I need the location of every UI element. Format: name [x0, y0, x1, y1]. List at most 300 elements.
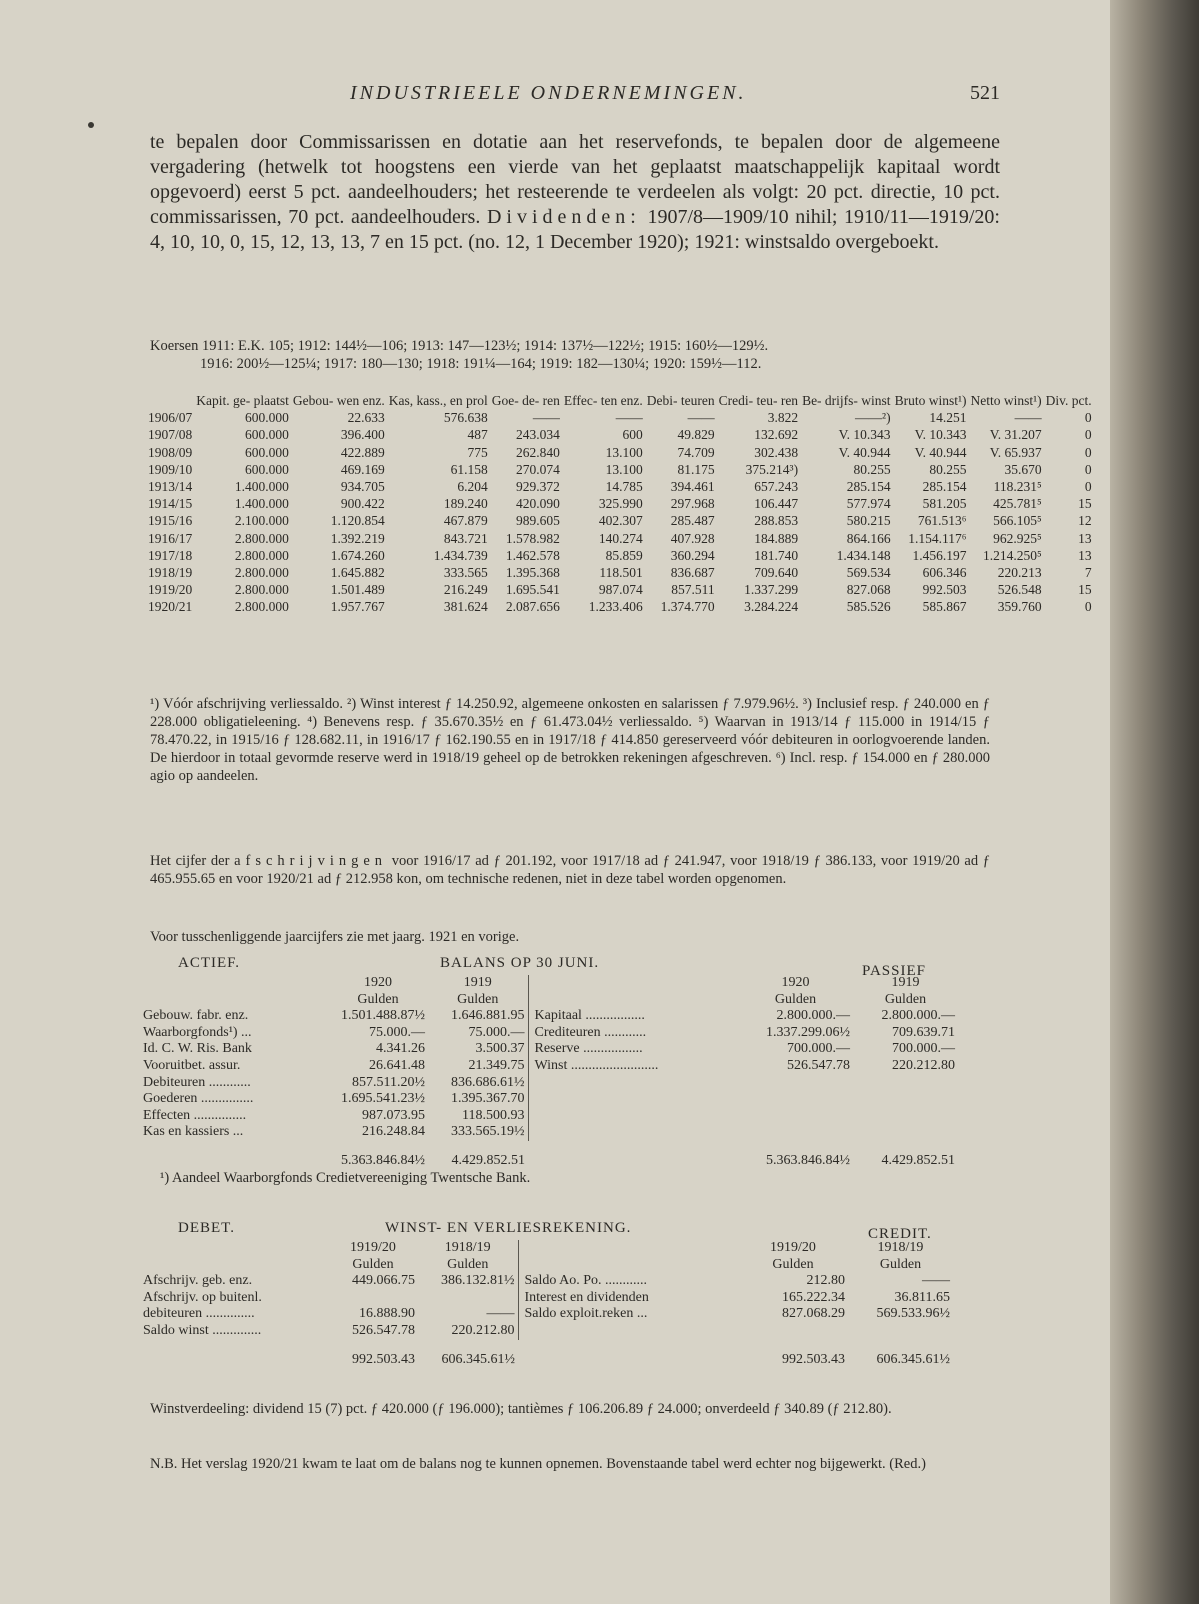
balans-years-row — [140, 975, 958, 992]
balans-gulden-a-right: Gulden — [774, 991, 817, 1007]
ledger-value: 216.248.84 — [362, 1124, 425, 1140]
ledger-label: Reserve ................. — [528, 1041, 738, 1058]
table-row — [146, 478, 1094, 495]
table-cell: 1.400.000 — [234, 479, 289, 495]
table-cell: 469.169 — [340, 461, 385, 477]
table-cell: 288.853 — [754, 513, 799, 529]
nb-paragraph — [150, 1455, 990, 1473]
table-cell: 864.166 — [846, 530, 891, 546]
table-cell: 375.214³) — [745, 461, 799, 477]
table-cell: 61.158 — [450, 461, 488, 477]
table-cell: 394.461 — [670, 479, 715, 495]
ledger-value — [328, 1290, 418, 1307]
nb-text: N.B. Het verslag 1920/21 kwam te laat om de balans nog te kunnen opnemen. Bovenstaande tabel werd echter nog bijgewerkt. (Red.) — [150, 1456, 926, 1472]
ledger-value: 165.222.34 — [782, 1289, 845, 1305]
winst-table — [140, 1240, 953, 1368]
table-header-row — [146, 392, 1094, 409]
table-cell: 606.346 — [922, 565, 967, 581]
table-cell: 285.154 — [922, 479, 967, 495]
ledger-row — [140, 1108, 958, 1125]
table-cell: 0 — [1084, 479, 1092, 495]
koersen-line-1: Koersen 1911: E.K. 105; 1912: 144½—106; 1913: 147—123½; 1914: 137½—122½; 1915: 160½—129½. — [150, 338, 769, 354]
tusschen-text: Voor tusschenliggende jaarcijfers zie met jaarg. 1921 en vorige. — [150, 929, 520, 945]
table-cell: 132.692 — [754, 427, 799, 443]
ledger-value: 987.073.95 — [362, 1107, 425, 1123]
ledger-label: Afschrijv. geb. enz. — [143, 1273, 253, 1289]
table-cell: 600.000 — [245, 427, 289, 443]
table-cell: 843.721 — [443, 530, 488, 546]
ledger-value: 4.341.26 — [376, 1041, 425, 1057]
table-row — [146, 426, 1094, 443]
ledger-label: Winst ......................... — [528, 1058, 738, 1075]
table-cell: 467.879 — [443, 513, 488, 529]
table-cell: 989.605 — [516, 513, 560, 529]
table-cell: 396.400 — [340, 427, 385, 443]
table-cell: 81.175 — [677, 461, 715, 477]
winst-gulden-b-right: Gulden — [879, 1256, 922, 1272]
column-header: Div. pct. — [1045, 393, 1092, 408]
table-cell: 2.800.000 — [234, 582, 289, 598]
ledger-value: 827.068.29 — [782, 1306, 845, 1322]
ledger-empty — [853, 1108, 958, 1125]
ledger-value: 1.501.488.87½ — [341, 1008, 425, 1024]
table-cell: 566.105⁵ — [993, 513, 1042, 529]
table-cell: 420.090 — [516, 496, 560, 512]
koersen-block — [150, 337, 1000, 373]
table-cell: 13.100 — [605, 444, 643, 460]
table-cell: 381.624 — [443, 599, 488, 615]
table-cell: 600 — [622, 427, 643, 443]
ledger-label: Saldo Ao. Po. ............ — [518, 1273, 738, 1290]
book-binding — [1110, 0, 1199, 1604]
column-header: Debi- teuren — [646, 393, 715, 408]
table-cell: 2.800.000 — [234, 530, 289, 546]
table-cell: 13 — [1078, 530, 1092, 546]
table-cell: 1.578.982 — [505, 530, 560, 546]
intro-text-1: te bepalen door Commissarissen en dotatie aan het reservefonds, te bepalen door de algemeene vergadering (hetwelk tot hoogstens een vierde van het geplaatst maatschappelijk kapitaal wordt opgevoerd) eerst 5 pct. aandeelhouders; het resteerende te verdeelen als volgt: 20 pct. directie, 10 pct. commissarissen, 70 pct. aandeelhouders. — [150, 131, 1000, 228]
table-body — [146, 409, 1094, 615]
page-header — [150, 82, 1000, 106]
balans-footnote: ¹) Aandeel Waarborgfonds Credietvereeniging Twentsche Bank. — [160, 1169, 531, 1186]
balans-total-right-a: 5.363.846.84½ — [766, 1152, 850, 1168]
ledger-value: 1.695.541.23½ — [341, 1091, 425, 1107]
ledger-label: Id. C. W. Ris. Bank — [143, 1041, 252, 1057]
intro-text-2: 1907/8—1909/10 nihil; 1910/11—1919/20: 4, 10, 10, 0, 15, 12, 13, 13, 7 en 15 pct. (no. 12, 1 December 1920); 1921: winstsaldo overgeboekt. — [150, 206, 1000, 253]
table-cell: 487 — [467, 427, 488, 443]
table-cell: 3.822 — [767, 410, 799, 426]
column-header: Bruto winst¹) — [894, 393, 967, 408]
winst-body — [140, 1273, 953, 1339]
table-cell: 243.034 — [516, 427, 560, 443]
table-row — [146, 409, 1094, 426]
ledger-label: Waarborgfonds¹) ... — [143, 1024, 252, 1040]
afschrijvingen-text-2: voor 1916/17 ad ƒ 201.192, voor 1917/18 ad ƒ 241.947, voor 1918/19 ƒ 386.133, voor 1919/20 ad ƒ 465.955.65 en voor 1920/21 ad ƒ 212.958 kon, om technische redenen, niet in deze tabel worden opgenomen. — [150, 853, 991, 887]
balans-total-left-a: 5.363.846.84½ — [341, 1152, 425, 1168]
ledger-value: 700.000.— — [787, 1041, 850, 1057]
balans-gulden-b-right: Gulden — [884, 991, 927, 1007]
table-cell: 297.968 — [670, 496, 715, 512]
table-cell: 1.214.250⁵ — [982, 547, 1042, 563]
table-cell: 0 — [1084, 427, 1092, 443]
table-cell: 74.709 — [677, 444, 715, 460]
ledger-value: 709.639.71 — [892, 1024, 955, 1040]
table-cell: V. 65.937 — [989, 444, 1042, 460]
winst-gulden-a: Gulden — [352, 1256, 394, 1272]
table-cell: 325.990 — [598, 496, 643, 512]
table-cell: 14.785 — [605, 479, 643, 495]
actief-title: ACTIEF. — [178, 955, 241, 971]
balans-year-a: 1920 — [364, 975, 392, 990]
table-cell: 3.284.224 — [744, 599, 799, 615]
tusschen-paragraph — [150, 928, 990, 946]
financial-table — [146, 392, 1094, 616]
ledger-value: 2.800.000.— — [776, 1008, 850, 1024]
ledger-value: 857.511.20½ — [352, 1074, 425, 1090]
ledger-value: 1.646.881.95 — [451, 1008, 525, 1024]
table-cell: 600.000 — [245, 444, 289, 460]
table-cell: 2.087.656 — [505, 599, 560, 615]
table-cell: 600.000 — [245, 461, 289, 477]
table-cell: 285.154 — [846, 479, 891, 495]
table-cell: —— — [687, 410, 715, 426]
row-year: 1915/16 — [148, 513, 193, 529]
table-cell: 987.074 — [598, 582, 643, 598]
table-cell: 360.294 — [670, 547, 715, 563]
table-cell: 1.400.000 — [234, 496, 289, 512]
table-row — [146, 530, 1094, 547]
ledger-label: Vooruitbet. assur. — [143, 1057, 241, 1073]
table-cell: —— — [1014, 410, 1042, 426]
table-cell: 0 — [1084, 410, 1092, 426]
table-cell: 1.434.739 — [433, 547, 488, 563]
winst-total-right-a: 992.503.43 — [782, 1351, 845, 1367]
table-cell: 13.100 — [605, 461, 643, 477]
table-cell: 216.249 — [443, 582, 488, 598]
row-year: 1919/20 — [148, 582, 193, 598]
ledger-value: —— — [922, 1273, 950, 1289]
table-cell: 189.240 — [443, 496, 488, 512]
ledger-value: 16.888.90 — [359, 1306, 415, 1322]
column-header: Goe- de- ren — [491, 393, 560, 408]
ledger-label: Afschrijv. op buitenl. — [143, 1289, 262, 1305]
table-row — [146, 564, 1094, 581]
winst-year-a: 1919/20 — [350, 1240, 396, 1255]
balans-header — [140, 955, 1010, 979]
table-cell: 836.687 — [670, 565, 715, 581]
table-cell: 962.925⁵ — [993, 530, 1042, 546]
table-cell: 12 — [1078, 513, 1092, 529]
ledger-empty — [853, 1091, 958, 1108]
dividenden-label: Dividenden: — [486, 206, 641, 228]
winst-totals-row — [140, 1340, 953, 1369]
table-cell: 422.889 — [340, 444, 385, 460]
winst-year-b: 1918/19 — [444, 1240, 491, 1255]
table-cell: V. 31.207 — [989, 427, 1042, 443]
ledger-value: 36.811.65 — [894, 1289, 950, 1305]
ledger-label: Effecten ............... — [143, 1107, 247, 1123]
ledger-value: 526.547.78 — [787, 1057, 850, 1073]
winst-gulden-row — [140, 1257, 953, 1274]
table-cell: 1.501.489 — [330, 582, 385, 598]
table-cell: 6.204 — [457, 479, 488, 495]
ledger-row — [140, 1025, 958, 1042]
table-cell: 576.638 — [443, 410, 488, 426]
row-year: 1916/17 — [148, 530, 193, 546]
table-cell: 526.548 — [997, 582, 1042, 598]
table-cell: 1.337.299 — [744, 582, 799, 598]
winst-title: WINST- EN VERLIESREKENING. — [385, 1220, 632, 1236]
balans-total-right-b: 4.429.852.51 — [881, 1152, 955, 1168]
balans-gulden-row — [140, 992, 958, 1009]
ledger-label: Goederen ............... — [143, 1091, 254, 1107]
ledger-empty — [518, 1323, 738, 1340]
table-cell: 1.233.406 — [588, 599, 643, 615]
ledger-empty — [738, 1323, 848, 1340]
koersen-line-2: 1916: 200½—125¼; 1917: 180—130; 1918: 191¼—164; 1919: 182—130¼; 1920: 159½—112. — [200, 356, 762, 372]
ledger-label: Kapitaal ................. — [528, 1008, 738, 1025]
row-year: 1913/14 — [148, 479, 193, 495]
ledger-value: 3.500.37 — [475, 1041, 525, 1057]
column-header: Gebou- wen enz. — [292, 393, 385, 408]
ledger-value: 220.212.80 — [451, 1322, 515, 1338]
table-cell: 15 — [1078, 496, 1092, 512]
table-cell: 0 — [1084, 444, 1092, 460]
column-header: Credi- teu- ren — [718, 393, 799, 408]
ledger-value: 2.800.000.— — [881, 1008, 955, 1024]
ledger-value: 526.547.78 — [352, 1322, 415, 1338]
ledger-row — [140, 1058, 958, 1075]
table-cell: 657.243 — [754, 479, 799, 495]
winst-year-a-right: 1919/20 — [770, 1240, 816, 1255]
winst-total-right-b: 606.345.61½ — [876, 1351, 950, 1367]
winst-total-left-b: 606.345.61½ — [441, 1351, 515, 1367]
ledger-value: 333.565.19½ — [451, 1124, 525, 1140]
balans-title: BALANS OP 30 JUNI. — [440, 955, 600, 971]
ledger-row — [140, 1124, 958, 1141]
balans-year-b-right: 1919 — [891, 975, 920, 990]
balans-gulden-a: Gulden — [357, 991, 399, 1007]
table-cell: V. 10.343 — [914, 427, 967, 443]
winst-year-b-right: 1918/19 — [877, 1240, 924, 1255]
table-row — [146, 495, 1094, 512]
page-number: 521 — [970, 82, 1000, 104]
table-row — [146, 444, 1094, 461]
table-cell: 1.395.368 — [505, 565, 560, 581]
row-year: 1908/09 — [148, 444, 193, 460]
table-cell: 285.487 — [670, 513, 715, 529]
balans-year-a-right: 1920 — [781, 975, 810, 990]
table-cell: 580.215 — [846, 513, 891, 529]
table-cell: 333.565 — [443, 565, 488, 581]
winstverdeeling-text: Winstverdeeling: dividend 15 (7) pct. ƒ 420.000 (ƒ 196.000); tantièmes ƒ 106.206.89 ƒ 24.000; onverdeeld ƒ 340.89 (ƒ 212.80). — [150, 1401, 892, 1417]
table-row — [146, 547, 1094, 564]
ledger-row — [140, 1008, 958, 1025]
table-cell: 49.829 — [677, 427, 715, 443]
table-cell: 118.501 — [599, 565, 643, 581]
table-cell: 140.274 — [598, 530, 643, 546]
table-cell: 1.674.260 — [330, 547, 385, 563]
table-cell: —— — [532, 410, 560, 426]
table-cell: V. 40.944 — [914, 444, 967, 460]
table-cell: 709.640 — [754, 565, 799, 581]
ledger-empty — [853, 1124, 958, 1141]
ledger-value: 1.337.299.06½ — [766, 1024, 850, 1040]
ledger-empty — [853, 1075, 958, 1092]
table-cell: 577.974 — [846, 496, 891, 512]
table-cell: 14.251 — [929, 410, 967, 426]
ledger-value: 212.80 — [806, 1273, 845, 1289]
ledger-value: 836.686.61½ — [451, 1074, 525, 1090]
afschrijvingen-spaced: afschrijvingen — [234, 853, 388, 869]
column-header: Be- drijfs- winst — [802, 393, 891, 408]
running-title: INDUSTRIEELE ONDERNEMINGEN. — [350, 82, 747, 104]
table-cell: 1.456.197 — [912, 547, 967, 563]
ledger-value: 75.000.— — [369, 1024, 425, 1040]
winst-years-row — [140, 1240, 953, 1257]
table-cell: 2.800.000 — [234, 565, 289, 581]
table-cell: 262.840 — [516, 444, 560, 460]
ledger-label: Saldo winst .............. — [143, 1322, 262, 1338]
column-header: Netto winst¹) — [970, 393, 1042, 408]
ledger-label: Gebouw. fabr. enz. — [143, 1008, 249, 1024]
table-cell: 7 — [1084, 565, 1092, 581]
ledger-value: 569.533.96½ — [876, 1306, 950, 1322]
ledger-row — [140, 1323, 953, 1340]
table-cell: 1.392.219 — [330, 530, 385, 546]
ledger-row — [140, 1091, 958, 1108]
table-cell: 13 — [1078, 547, 1092, 563]
winst-header — [140, 1220, 1010, 1240]
ledger-value: 386.132.81½ — [441, 1273, 515, 1289]
table-cell: ——²) — [855, 410, 891, 426]
table-cell: 585.526 — [846, 599, 891, 615]
table-cell: V. 10.343 — [838, 427, 891, 443]
winstverdeeling-paragraph — [150, 1400, 990, 1418]
row-year: 1906/07 — [148, 410, 193, 426]
ledger-empty — [528, 1091, 738, 1108]
table-cell: 934.705 — [340, 479, 385, 495]
column-header — [146, 392, 194, 409]
ledger-value: 118.500.93 — [462, 1107, 525, 1123]
table-row — [146, 598, 1094, 615]
balans-section — [140, 955, 1010, 1186]
ledger-empty — [738, 1124, 853, 1141]
table-cell: 1.120.854 — [330, 513, 385, 529]
table-cell: 402.307 — [598, 513, 643, 529]
winst-total-left-a: 992.503.43 — [352, 1351, 415, 1367]
ledger-value: —— — [486, 1306, 515, 1322]
ledger-label: Debiteuren ............ — [143, 1074, 251, 1090]
ledger-value: 21.349.75 — [468, 1057, 525, 1073]
footnotes-text: ¹) Vóór afschrijving verliessaldo. ²) Winst interest ƒ 14.250.92, algemeene onkosten en salarissen ƒ 7.979.96½. ³) Inclusief resp. ƒ 240.000 en ƒ 228.000 obligatieleening. ⁴) Benevens resp. ƒ 35.670.35½ en ƒ 61.473.04½ verliessaldo. ⁵) Waarvan in 1913/14 ƒ 115.000 in 1914/15 ƒ 78.470.22, in 1915/16 ƒ 128.682.11, in 1916/17 ƒ 162.190.55 en in 1917/18 ƒ 414.850 gereserveerd vóór debiteuren in oorlogvoerende landen. De hierdoor in totaal gevormde reserve werd in 1918/19 geheel op de betrokken rekeningen afgeschreven. ⁶) Incl. resp. ƒ 154.000 en ƒ 280.000 agio op aandeelen. — [150, 696, 990, 784]
ledger-row — [140, 1075, 958, 1092]
ledger-label: Interest en dividenden — [518, 1290, 738, 1307]
table-cell: —— — [615, 410, 643, 426]
ledger-empty — [528, 1124, 738, 1141]
balans-table — [140, 975, 958, 1170]
table-cell: 184.889 — [754, 530, 799, 546]
table-cell: 220.213 — [997, 565, 1042, 581]
table-cell: 1.695.541 — [505, 582, 560, 598]
ledger-label: Crediteuren ............ — [528, 1025, 738, 1042]
table-row — [146, 581, 1094, 598]
table-cell: 0 — [1084, 461, 1092, 477]
table-cell: 929.372 — [516, 479, 560, 495]
table-cell: 118.231⁵ — [993, 479, 1042, 495]
ledger-empty — [848, 1323, 953, 1340]
table-cell: 85.859 — [605, 547, 643, 563]
winst-section — [140, 1220, 1010, 1368]
balans-total-left-b: 4.429.852.51 — [451, 1152, 525, 1168]
table-cell: 581.205 — [922, 496, 967, 512]
debet-title: DEBET. — [178, 1220, 235, 1236]
ledger-empty — [738, 1108, 853, 1125]
table-cell: 1.434.148 — [836, 547, 891, 563]
row-year: 1907/08 — [148, 427, 193, 443]
table-cell: 600.000 — [245, 410, 289, 426]
table-cell: 0 — [1084, 599, 1092, 615]
ledger-value: 26.641.48 — [369, 1057, 425, 1073]
footnotes — [150, 695, 990, 785]
table-cell: 2.800.000 — [234, 547, 289, 563]
ledger-row — [140, 1306, 953, 1323]
table-cell: 1.462.578 — [505, 547, 560, 563]
margin-dot — [88, 122, 94, 128]
table-cell: 1.154.117⁶ — [908, 530, 967, 546]
ledger-value: 700.000.— — [892, 1041, 955, 1057]
table-cell: 827.068 — [846, 582, 891, 598]
table-row — [146, 461, 1094, 478]
row-year: 1918/19 — [148, 565, 193, 581]
column-header: Effec- ten enz. — [563, 393, 643, 408]
ledger-value: 75.000.— — [468, 1024, 525, 1040]
table-cell: 569.534 — [846, 565, 891, 581]
table-cell: 2.800.000 — [234, 599, 289, 615]
ledger-value: 1.395.367.70 — [451, 1091, 525, 1107]
table-cell: 106.447 — [754, 496, 799, 512]
table-cell: 80.255 — [929, 461, 967, 477]
ledger-empty — [528, 1075, 738, 1092]
winst-gulden-b: Gulden — [447, 1256, 489, 1272]
table-cell: 359.760 — [997, 599, 1042, 615]
table-cell: 425.781⁵ — [993, 496, 1042, 512]
passief-title: PASSIEF — [862, 963, 926, 979]
balans-gulden-b: Gulden — [457, 991, 499, 1007]
ledger-label: debiteuren .............. — [143, 1306, 255, 1322]
ledger-empty — [738, 1075, 853, 1092]
table-cell: 1.645.882 — [330, 565, 385, 581]
table-cell: 35.670 — [1004, 461, 1042, 477]
balans-body — [140, 1008, 958, 1141]
table-cell: 775 — [467, 444, 488, 460]
winst-gulden-a-right: Gulden — [772, 1256, 814, 1272]
column-header: Kas, kass., en prol — [388, 393, 488, 408]
ledger-row — [140, 1290, 953, 1307]
row-year: 1917/18 — [148, 547, 193, 563]
row-year: 1914/15 — [148, 496, 193, 512]
balans-totals-row — [140, 1141, 958, 1170]
ledger-empty — [528, 1108, 738, 1125]
intro-paragraph — [150, 130, 1000, 255]
table-cell: 270.074 — [516, 461, 560, 477]
row-year: 1920/21 — [148, 599, 193, 615]
table-cell: V. 40.944 — [838, 444, 891, 460]
table-cell: 1.957.767 — [330, 599, 385, 615]
table-cell: 857.511 — [671, 582, 715, 598]
table-cell: 1.374.770 — [660, 599, 715, 615]
ledger-value — [418, 1290, 518, 1307]
table-cell: 585.867 — [922, 599, 967, 615]
